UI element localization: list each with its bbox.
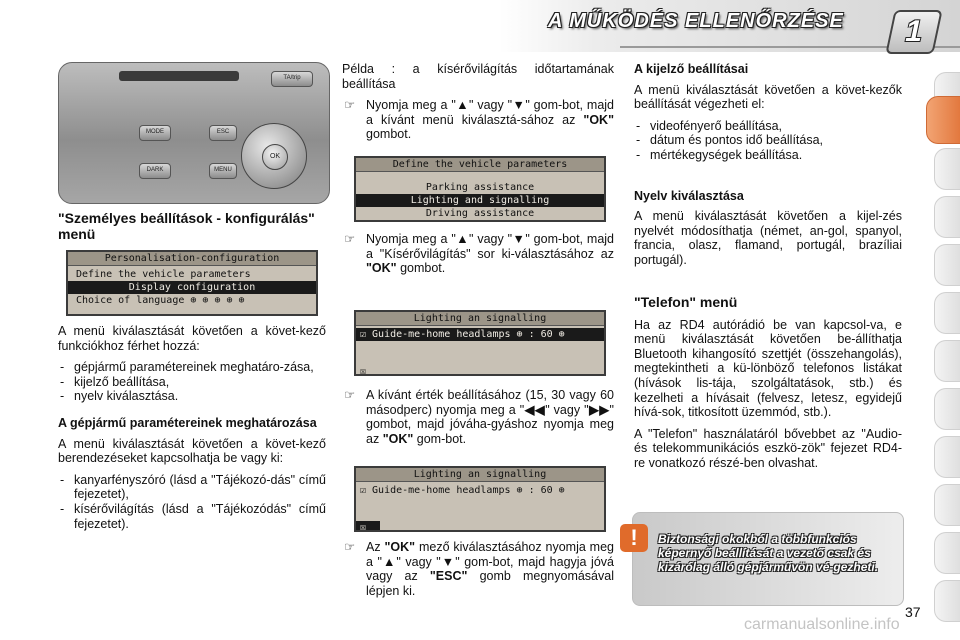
subsection-title: A gépjármű paramétereinek meghatározása	[58, 415, 317, 430]
page-title: A MŰKÖDÉS ELLENŐRZÉSE	[548, 10, 844, 32]
lcd-row-selected: ☑ Guide-me-home headlamps ⊕ : 60 ⊕	[356, 328, 604, 341]
section-title-personalisation: "Személyes beállítások - konfigurálás" menü	[58, 210, 315, 242]
column-2-step-2	[342, 232, 614, 284]
ok-label: "OK"	[382, 431, 414, 446]
function-list	[58, 360, 326, 404]
list-item: - nyelv kiválasztása.	[58, 389, 326, 404]
paragraph: Példa : a kísérővilágítás időtartamának beállítása	[342, 62, 614, 91]
text: gomb megnyomásával lépjen ki.	[366, 569, 614, 598]
lcd-row: Parking assistance	[425, 182, 535, 193]
text: " vagy "	[469, 98, 513, 113]
text: " gombot, majd jóváha-gyáshoz nyomja meg az	[366, 402, 614, 446]
ok-label: "OK"	[384, 540, 416, 554]
column-2-step-4	[342, 540, 614, 606]
chapter-tab[interactable]	[934, 580, 960, 622]
column-3	[634, 62, 902, 477]
lcd-row: Define the vehicle parameters	[76, 269, 251, 280]
lcd-row: Choice of language ⊕ ⊕ ⊕ ⊕ ⊕	[76, 295, 245, 306]
mode-button: MODE	[139, 125, 171, 141]
radio-control-panel-photo	[58, 62, 330, 204]
lcd-screen-personalisation	[66, 250, 318, 316]
chapter-tab[interactable]	[934, 292, 960, 334]
display-settings-list	[634, 119, 902, 163]
safety-warning-text: Biztonsági okokból a többfunkciós képernyő beállítását a vezető csak és kizárólag álló gépjárművön vé-gezheti.	[658, 532, 879, 574]
chapter-tab[interactable]	[934, 148, 960, 190]
chapter-tab[interactable]	[934, 244, 960, 286]
section-title-display: A kijelző beállításai	[634, 62, 749, 76]
hand-pointer-icon: ☞	[344, 232, 356, 246]
ok-label: "OK"	[366, 261, 397, 276]
lcd-screen-lighting-2	[354, 466, 606, 532]
paragraph: A menü kiválasztását követően a kijel-zés nyelvét módosíthatja (német, an-gol, spanyol, francia, olasz, flamand, portugál, brazíliai portugál).	[634, 209, 902, 267]
chapter-tab-active[interactable]	[926, 96, 960, 144]
text: mező kiválasztásához nyomja meg a "	[366, 540, 614, 569]
watermark: carmanualsonline.info	[744, 616, 900, 633]
text: " vagy "	[545, 402, 589, 417]
text: " gom-bot, majd hagyja jóvá vagy az	[366, 554, 614, 584]
arrow-up-icon: ▲	[455, 232, 470, 246]
ok-button: OK	[262, 144, 288, 170]
arrow-up-icon: ▲	[381, 554, 397, 569]
paragraph: A "Telefon" használatáról bővebbet az "Audio- és telekommunikációs eszkö-zök" fejezet RD4-re vonatkozó részé-ben olvashat.	[634, 426, 902, 470]
esc-button: ESC	[209, 125, 237, 141]
lcd-row: ☒	[360, 366, 367, 376]
text: " vagy "	[469, 232, 513, 246]
list-item: - kijelző beállítása,	[58, 375, 326, 390]
arrow-down-icon: ▼	[512, 98, 526, 113]
hand-pointer-icon: ☞	[344, 540, 356, 554]
page-number: 37	[905, 604, 921, 620]
chapter-tab[interactable]	[934, 388, 960, 430]
section-title-language: Nyelv kiválasztása	[634, 188, 744, 203]
paragraph: A menü kiválasztását követően a követ-kezők beállítását végezheti el:	[634, 82, 902, 112]
lcd-row-selected: Lighting and signalling	[356, 194, 604, 207]
list-item: - kísérővilágítás (lásd a "Tájékozódás" című fejezetet).	[58, 502, 326, 531]
text: gombot.	[396, 261, 446, 276]
step-3	[342, 388, 614, 446]
lcd-title: Lighting an signalling	[356, 468, 604, 482]
lcd-row: ☑ Guide-me-home headlamps ⊕ : 60 ⊕	[360, 485, 565, 496]
arrow-left-icon: ◀◀	[524, 402, 546, 417]
text: " vagy "	[396, 554, 441, 569]
lcd-title: Define the vehicle parameters	[356, 158, 604, 172]
lcd-screen-lighting-1	[354, 310, 606, 376]
chapter-tabs	[926, 72, 960, 632]
cd-slot	[119, 71, 239, 81]
text: " gom-bot, majd a "Kísérővilágítás" sor ki-választásához az	[366, 232, 615, 261]
list-item: - gépjármű paramétereinek meghatáro-zása,	[58, 360, 326, 375]
chapter-number: 1	[885, 10, 942, 54]
section-title-phone: "Telefon" menü	[634, 293, 738, 310]
navigation-pad	[241, 123, 307, 189]
equipment-list	[58, 473, 326, 531]
ok-label: "OK"	[583, 112, 614, 127]
list-item: - mértékegységek beállítása.	[634, 148, 902, 163]
chapter-tab[interactable]	[934, 340, 960, 382]
lcd-row-selected: ☒	[356, 521, 380, 532]
step-4	[342, 540, 614, 598]
text: Nyomja meg a "	[366, 232, 456, 246]
arrow-down-icon: ▼	[440, 554, 456, 569]
lcd-title: Lighting an signalling	[356, 312, 604, 326]
text: gombot.	[366, 127, 412, 142]
page-header	[0, 0, 960, 52]
list-item: - kanyarfényszóró (lásd a "Tájékozó-dás" című fejezetet),	[58, 473, 326, 502]
arrow-right-icon: ▶▶	[588, 402, 610, 417]
arrow-down-icon: ▼	[512, 232, 526, 246]
text: A kívánt érték beállításához (15, 30 vagy 60 másodperc) nyomja meg a "	[366, 388, 614, 417]
chapter-tab[interactable]	[934, 484, 960, 526]
step-1	[342, 98, 614, 142]
arrow-up-icon: ▲	[455, 98, 470, 113]
paragraph: Ha az RD4 autórádió be van kapcsol-va, e menü kiválasztását követően be-állíthatja Bluetooth kihangosító szettjét (összehangolás), megtekintheti a kü-lönböző telefonos listákat (hívások lis-tája, szolgáltatások, stb.) és kezelheti a hívásait (felvesz, letesz, egyidejű hívá-sok, titkosított üzemmód, stb.).	[634, 317, 902, 420]
paragraph: A menü kiválasztását követően a követ-kező berendezéseket kapcsolhatja be vagy ki:	[58, 436, 326, 466]
lcd-row-selected: Display configuration	[68, 281, 316, 294]
chapter-tab[interactable]	[934, 436, 960, 478]
list-item: - dátum és pontos idő beállítása,	[634, 133, 902, 148]
step-2	[342, 232, 614, 276]
column-2-step-3	[342, 388, 614, 454]
paragraph: A menü kiválasztását követően a követ-kező funkciókhoz férhet hozzá:	[58, 324, 326, 353]
text: Nyomja meg a "	[366, 98, 456, 113]
lcd-screen-vehicle-parameters	[354, 156, 606, 222]
column-1-body	[58, 324, 326, 539]
chapter-tab[interactable]	[934, 532, 960, 574]
column-1	[58, 210, 326, 252]
text: " gom-bot, majd a kívánt menü kiválasztá-sához az	[366, 98, 615, 127]
lcd-row: Driving assistance	[425, 208, 535, 219]
dark-button: DARK	[139, 163, 171, 179]
esc-label: "ESC"	[429, 569, 468, 584]
lcd-title: Personalisation-configuration	[68, 252, 316, 266]
text: gom-bot.	[413, 431, 467, 446]
ta-trip-button: TA/trip	[271, 71, 313, 87]
menu-button: MENU	[209, 163, 237, 179]
column-2	[342, 62, 614, 150]
chapter-tab[interactable]	[934, 196, 960, 238]
hand-pointer-icon: ☞	[344, 98, 356, 113]
warning-icon: !	[620, 524, 648, 552]
list-item: - videofényerő beállítása,	[634, 119, 902, 134]
text: Az	[366, 540, 385, 554]
hand-pointer-icon: ☞	[344, 388, 356, 402]
